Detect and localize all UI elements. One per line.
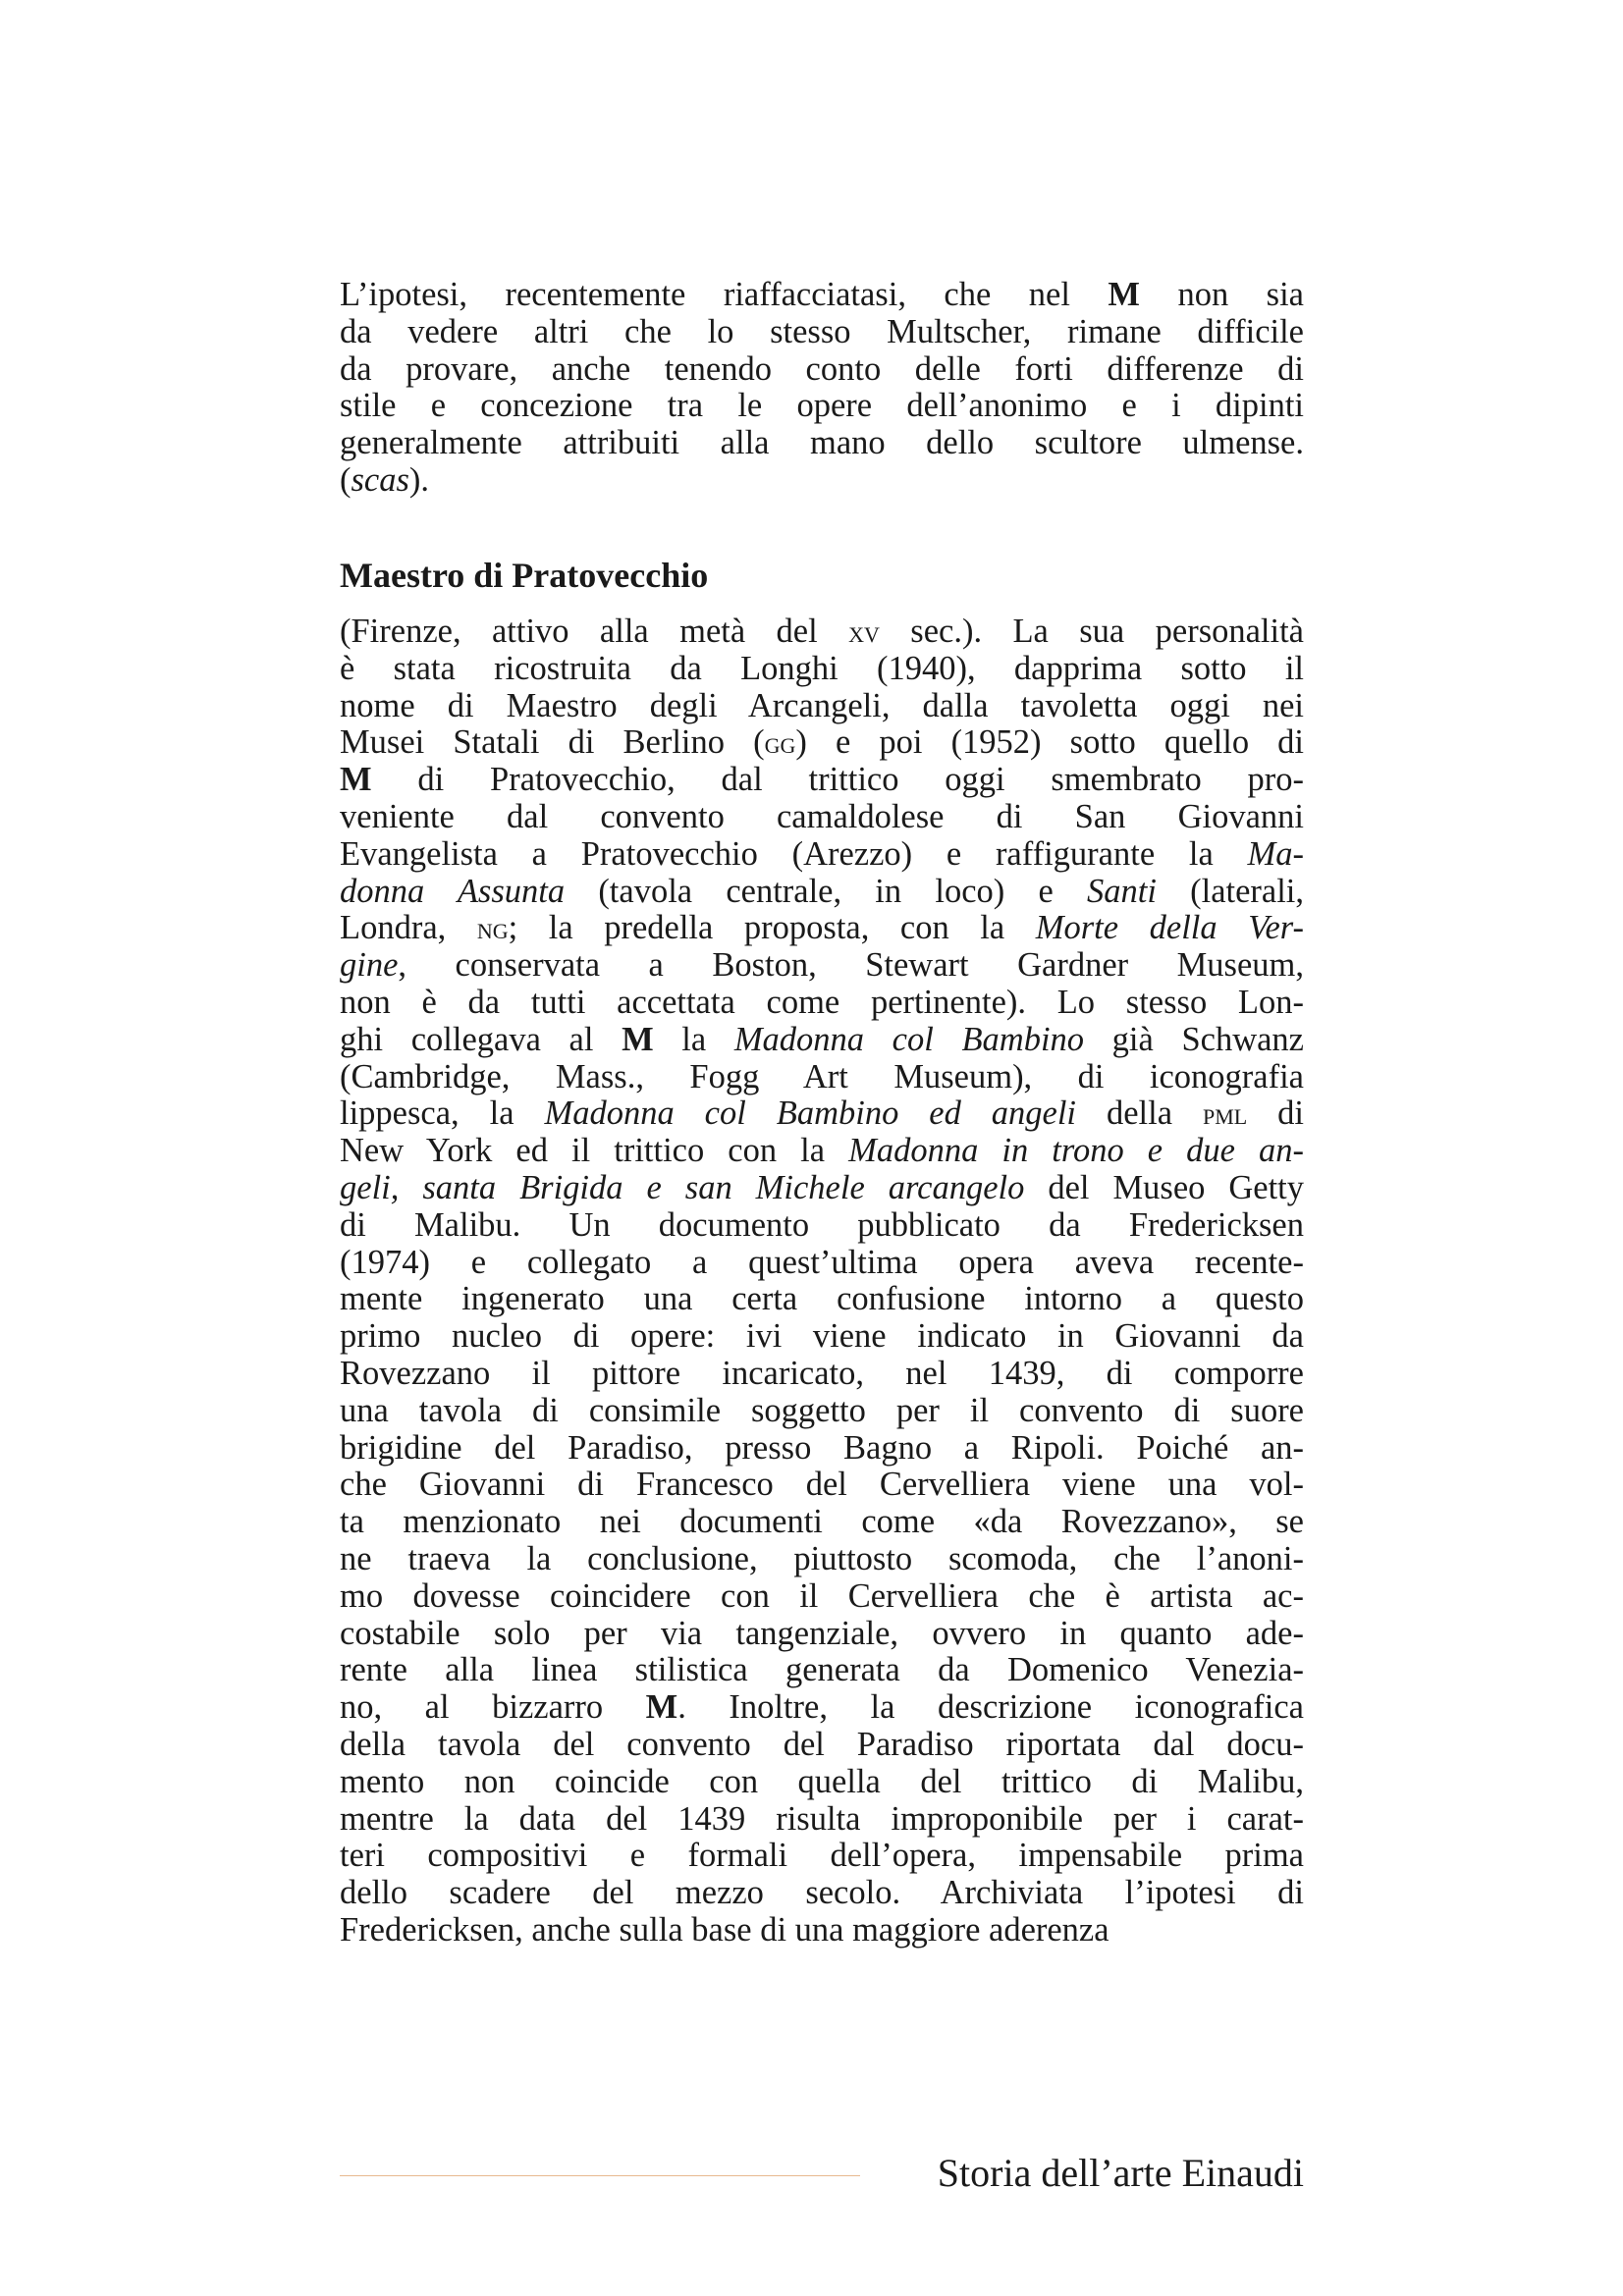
text-line — [340, 724, 1304, 762]
text-run: ). — [408, 460, 430, 499]
text-line — [340, 910, 1304, 947]
footer-rule — [340, 2175, 860, 2176]
small-caps-run: gg — [764, 725, 796, 761]
text-line — [340, 425, 1304, 462]
text-line — [340, 1245, 1304, 1282]
entry-body — [340, 614, 1304, 1949]
previous-entry-paragraph — [340, 277, 1304, 500]
text-line — [340, 1467, 1304, 1504]
text-line — [340, 314, 1304, 351]
text-line — [340, 1430, 1304, 1468]
text-run: . Inoltre, la descrizione iconografica — [677, 1688, 1304, 1727]
text-line — [340, 462, 1304, 500]
text-run: la — [653, 1020, 734, 1058]
small-caps-run: pml — [1202, 1096, 1248, 1132]
italic-run: Madonna in trono e due an- — [848, 1132, 1305, 1170]
text-run: è stata ricostruita da Longhi (1940), dapprima sotto il — [340, 649, 1304, 687]
text-line — [340, 836, 1304, 874]
text-line — [340, 1318, 1304, 1356]
text-line — [340, 1504, 1304, 1541]
text-line — [340, 1393, 1304, 1430]
text-run: (Cambridge, Mass., Fogg Art Museum), di iconografia — [340, 1057, 1304, 1095]
text-line — [340, 1133, 1304, 1170]
text-run: generalmente attribuiti alla mano dello scultore ulmense. — [340, 424, 1304, 462]
text-run: brigidine del Paradiso, presso Bagno a Ripoli. Poiché an- — [340, 1428, 1304, 1467]
footer-title: Storia dell’arte Einaudi — [937, 2151, 1304, 2195]
text-line — [340, 1652, 1304, 1689]
text-run: no, al bizzarro — [340, 1688, 646, 1727]
text-run: di — [1247, 1095, 1305, 1133]
text-run: Londra, — [340, 909, 477, 947]
text-line — [340, 985, 1304, 1022]
text-line — [340, 799, 1304, 836]
text-run: ; la predella proposta, con la — [508, 909, 1036, 947]
text-line — [340, 1727, 1304, 1764]
text-line — [340, 762, 1304, 799]
text-line — [340, 614, 1304, 651]
italic-run: geli, santa Brigida e san Michele arcangelo — [340, 1168, 1025, 1206]
text-line — [340, 1207, 1304, 1245]
text-run: (Firenze, attivo alla metà del — [340, 613, 849, 650]
text-run: da vedere altri che lo stesso Multscher, rimane difficile — [340, 312, 1304, 350]
text-run: da provare, anche tenendo conto delle forti differenze di — [340, 349, 1304, 388]
text-run: che Giovanni di Francesco del Cervelliera viene una vol- — [340, 1466, 1304, 1504]
text-run: primo nucleo di opere: ivi viene indicato in Giovanni da — [340, 1317, 1304, 1356]
bold-run: M — [1108, 276, 1140, 313]
entry-heading: Maestro di Pratovecchio — [340, 556, 709, 595]
italic-run: gine — [340, 946, 399, 985]
text-run: lippesca, la — [340, 1095, 545, 1133]
text-run: del Museo Getty — [1024, 1168, 1305, 1206]
text-line — [340, 1281, 1304, 1318]
text-run: di Pratovecchio, dal trittico oggi smembrato pro- — [371, 761, 1304, 799]
text-run: ( — [340, 460, 352, 499]
text-line — [340, 277, 1304, 314]
bold-run: M — [622, 1020, 654, 1058]
text-run: una tavola di consimile soggetto per il convento di suore — [340, 1391, 1304, 1429]
text-run: dello scadere del mezzo secolo. Archiviata l’ipotesi di — [340, 1874, 1304, 1912]
text-line — [340, 1912, 1304, 1949]
italic-run: Madonna col Bambino — [733, 1020, 1085, 1058]
text-run: , conservata a Boston, Stewart Gardner Museum, — [398, 946, 1304, 985]
text-line — [340, 1764, 1304, 1801]
italic-run: Ma- — [1247, 834, 1304, 873]
italic-run: Santi — [1086, 872, 1157, 910]
text-run: teri compositivi e formali dell’opera, impensabile prima — [340, 1837, 1304, 1875]
text-line — [340, 1541, 1304, 1578]
text-run: New York ed il trittico con la — [340, 1132, 849, 1170]
text-run: della tavola del convento del Paradiso riportata dal docu- — [340, 1725, 1304, 1763]
text-run: Rovezzano il pittore incaricato, nel 1439, di comporre — [340, 1354, 1304, 1392]
text-line — [340, 1801, 1304, 1839]
text-run: nome di Maestro degli Arcangeli, dalla tavoletta oggi nei — [340, 686, 1304, 724]
text-run: (1974) e collegato a quest’ultima opera aveva recente- — [340, 1243, 1304, 1281]
text-run: stile e concezione tra le opere dell’anonimo e i dipinti — [340, 387, 1304, 425]
text-run: sec.). La sua personalità — [879, 613, 1304, 650]
text-line — [340, 1095, 1304, 1133]
text-line — [340, 351, 1304, 389]
entry-paragraph — [340, 614, 1304, 1949]
italic-run: Morte della Ver- — [1035, 909, 1304, 947]
text-run: costabile solo per via tangenziale, ovvero in quanto ade- — [340, 1614, 1304, 1652]
text-run: ne traeva la conclusione, piuttosto scomoda, che l’anoni- — [340, 1539, 1304, 1577]
text-run: non è da tutti accettata come pertinente). Lo stesso Lon- — [340, 983, 1304, 1021]
text-run: (tavola centrale, in loco) e — [565, 872, 1087, 910]
text-run: ghi collegava al — [340, 1020, 622, 1058]
text-run: rente alla linea stilistica generata da Domenico Venezia- — [340, 1651, 1304, 1689]
text-line — [340, 1022, 1304, 1059]
text-run: ) e poi (1952) sotto quello di — [795, 723, 1305, 762]
text-run: Evangelista a Pratovecchio (Arezzo) e raffigurante la — [340, 834, 1248, 873]
text-line — [340, 651, 1304, 688]
text-run: mentre la data del 1439 risulta improponibile per i carat- — [340, 1799, 1304, 1838]
italic-run: scas — [351, 460, 409, 499]
text-run: Musei Statali di Berlino ( — [340, 723, 765, 762]
text-line — [340, 688, 1304, 725]
text-run: ta menzionato nei documenti come «da Rovezzano», se — [340, 1503, 1304, 1541]
text-line — [340, 1616, 1304, 1653]
text-run: mo dovesse coincidere con il Cervelliera che è artista ac- — [340, 1576, 1304, 1615]
text-line — [340, 1578, 1304, 1616]
text-run: veniente dal convento camaldolese di San Giovanni — [340, 797, 1304, 835]
text-run: L’ipotesi, recentemente riaffacciatasi, che nel — [340, 276, 1109, 313]
previous-entry-text — [340, 277, 1304, 500]
text-line — [340, 1059, 1304, 1096]
text-line — [340, 388, 1304, 425]
text-run: di Malibu. Un documento pubblicato da Fredericksen — [340, 1205, 1304, 1244]
text-run: mento non coincide con quella del trittico di Malibu, — [340, 1762, 1304, 1800]
small-caps-run: xv — [848, 614, 880, 649]
italic-run: Madonna col Bambino ed angeli — [544, 1095, 1077, 1133]
text-line — [340, 874, 1304, 911]
text-run: (laterali, — [1156, 872, 1304, 910]
italic-run: donna Assunta — [340, 872, 566, 910]
text-run: non sia — [1139, 276, 1304, 313]
text-run: Fredericksen, anche sulla base di una maggiore aderenza — [340, 1910, 1109, 1949]
text-line — [340, 947, 1304, 985]
bold-run: M — [645, 1688, 678, 1727]
bold-run: M — [340, 761, 372, 799]
text-run: mente ingenerato una certa confusione intorno a questo — [340, 1280, 1304, 1318]
text-line — [340, 1689, 1304, 1727]
text-run: già Schwanz — [1084, 1020, 1304, 1058]
text-line — [340, 1875, 1304, 1912]
text-line — [340, 1170, 1304, 1207]
text-line — [340, 1356, 1304, 1393]
text-run: della — [1076, 1095, 1203, 1133]
small-caps-run: ng — [476, 911, 509, 946]
text-line — [340, 1838, 1304, 1875]
